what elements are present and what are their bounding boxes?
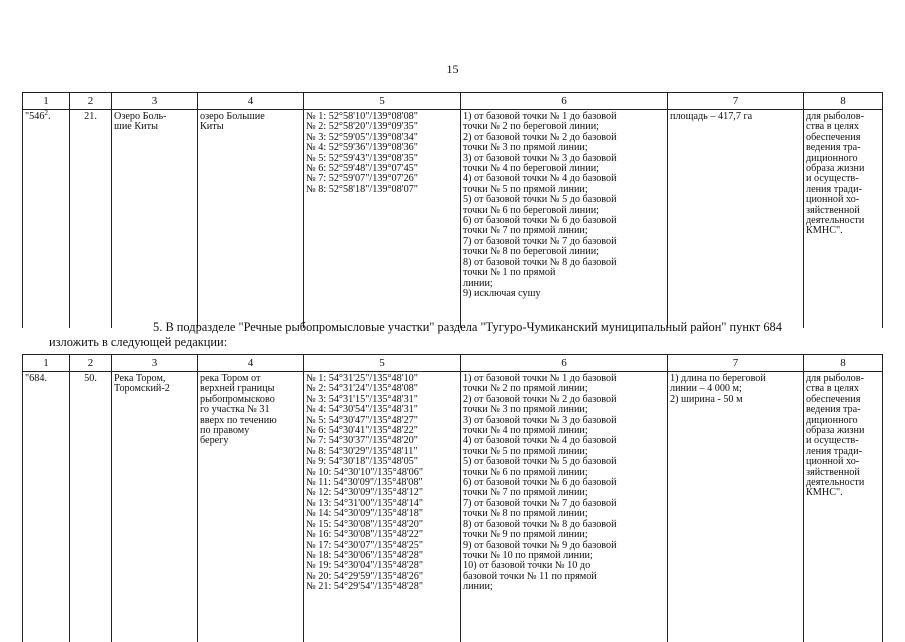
sequence-number-cell: 21. (70, 110, 112, 328)
cell-line: 4) от базовой точки № 4 до базовой (463, 435, 617, 447)
cell-line: точки № 5 по прямой линии; (463, 445, 588, 457)
table-row (23, 372, 883, 642)
purpose-cell (804, 110, 883, 328)
cell-line: го участка № 31 (200, 404, 270, 416)
cell-line: площадь – 417,7 га (670, 111, 753, 122)
cell-line: № 10: 54°30'10"/135°48'06" (306, 466, 424, 478)
cell-line: № 1: 52°58'10"/139°08'08" (306, 111, 418, 122)
column-header: 4 (198, 93, 304, 110)
item-number-cell: "684. (23, 372, 70, 642)
cell-line: 9) исключая сушу (463, 287, 541, 299)
amendment-heading-line-2: изложить в следующей редакции: (49, 335, 228, 349)
cell-line: для рыболов- (806, 373, 864, 384)
cell-line: 10) от базовой точки № 10 до (463, 560, 591, 572)
cell-line: 8) от базовой точки № 8 до базовой (463, 256, 617, 268)
cell-line: № 14: 54°30'09"/135°48'18" (306, 508, 424, 520)
column-header: 5 (304, 93, 461, 110)
cell-line: КМНС". (806, 487, 843, 499)
amendment-heading (0, 320, 905, 350)
cell-line: 1) длина по береговой (670, 373, 766, 384)
item-number-cell (23, 110, 70, 328)
cell-line: диционного (806, 152, 858, 164)
area-name-cell: Озеро Боль- шие Киты (112, 110, 198, 328)
cell-line: № 8: 54°30'29"/135°48'11" (306, 445, 418, 457)
cell-line: ления тради- (806, 183, 862, 195)
cell-line: № 13: 54°31'00"/135°48'14" (306, 497, 424, 509)
cell-line: ства в целях (806, 383, 859, 395)
cell-line: № 6: 52°59'48"/139°07'45" (306, 163, 418, 175)
cell-line: точки № 4 по береговой линии; (463, 163, 599, 175)
column-header: 3 (112, 93, 198, 110)
cell-line: деятельности (806, 477, 865, 489)
cell-line: точки № 2 по прямой линии; (463, 383, 588, 395)
cell-line: образа жизни (806, 163, 865, 175)
column-header: 8 (804, 93, 883, 110)
cell-line: КМНС". (806, 225, 843, 237)
cell-line: 9) от базовой точки № 9 до базовой (463, 539, 617, 551)
sequence-number-cell: 50. (70, 372, 112, 642)
cell-line: зяйственной (806, 466, 860, 478)
cell-line: деятельности (806, 215, 865, 227)
cell-line: № 5: 52°59'43"/139°08'35" (306, 152, 418, 164)
page-number: 15 (446, 62, 459, 76)
area-size-cell (668, 372, 804, 642)
cell-line: № 5: 54°30'47"/135°48'27" (306, 414, 418, 426)
cell-line: ведения тра- (806, 142, 861, 154)
cell-line: № 3: 54°31'15"/135°48'31" (306, 393, 418, 405)
column-header: 6 (461, 355, 668, 372)
cell-line: берегу (200, 435, 229, 447)
column-header: 3 (112, 355, 198, 372)
cell-line: № 21: 54°29'54"/135°48'28" (306, 581, 424, 593)
cell-line: № 17: 54°30'07"/135°48'25" (306, 539, 424, 551)
cell-line: точки № 8 по береговой линии; (463, 246, 599, 258)
cell-line: река Тором от (200, 373, 261, 384)
cell-line: 1) от базовой точки № 1 до базовой (463, 373, 617, 384)
cell-line: точки № 7 по прямой линии; (463, 225, 588, 237)
cell-line: № 12: 54°30'09"/135°48'12" (306, 487, 424, 499)
cell-line: обеспечения (806, 393, 861, 405)
cell-line: № 4: 52°59'36"/139°08'36" (306, 142, 418, 154)
cell-line: точки № 6 по береговой линии; (463, 204, 599, 216)
cell-line: 5) от базовой точки № 5 до базовой (463, 194, 617, 206)
boundary-description-cell (461, 110, 668, 328)
cell-line: 2) от базовой точки № 2 до базовой (463, 131, 617, 143)
cell-line: № 19: 54°30'04"/135°48'28" (306, 560, 424, 572)
cell-line: для рыболов- (806, 111, 864, 122)
amendment-heading-line-1: 5. В подразделе "Речные рыбопромысловые участки" раздела "Тугуро-Чумиканский муниципальный район" пункт 684 (153, 320, 782, 334)
table-row (23, 110, 883, 328)
column-header: 5 (304, 355, 461, 372)
column-header: 7 (668, 93, 804, 110)
item-number: "546 (25, 111, 45, 122)
fishing-areas-table-2 (22, 354, 883, 642)
cell-line: № 15: 54°30'08"/135°48'20" (306, 518, 424, 530)
cell-line: 2) ширина - 50 м (670, 393, 743, 405)
cell-line: ства в целях (806, 121, 859, 133)
cell-line: № 3: 52°59'05"/139°08'34" (306, 131, 418, 143)
cell-line: и осуществ- (806, 173, 859, 185)
cell-line: 6) от базовой точки № 6 до базовой (463, 215, 617, 227)
cell-line: базовой точки № 11 по прямой (463, 570, 597, 582)
cell-line: № 7: 52°59'07"/139°07'26" (306, 173, 418, 185)
water-body-cell: озеро Большие Киты (198, 110, 304, 328)
cell-line: № 4: 54°30'54"/135°48'31" (306, 404, 418, 416)
cell-line: точки № 7 по прямой линии; (463, 487, 588, 499)
fishing-areas-table-1 (22, 92, 883, 328)
column-header: 7 (668, 355, 804, 372)
cell-line: 1) от базовой точки № 1 до базовой (463, 111, 617, 122)
purpose-cell (804, 372, 883, 642)
cell-line: 3) от базовой точки № 3 до базовой (463, 414, 617, 426)
cell-line: № 9: 54°30'18"/135°48'05" (306, 456, 418, 468)
item-number-superscript: 2 (44, 109, 48, 117)
coordinates-cell (304, 110, 461, 328)
cell-line: № 16: 54°30'08"/135°48'22" (306, 529, 424, 541)
cell-line: точки № 3 по прямой линии; (463, 142, 588, 154)
water-body-cell (198, 372, 304, 642)
cell-line: обеспечения (806, 131, 861, 143)
column-header: 1 (23, 93, 70, 110)
cell-line: № 6: 54°30'41"/135°48'22" (306, 425, 418, 437)
cell-line: верхней границы (200, 383, 275, 395)
cell-line: точки № 8 по прямой линии; (463, 508, 588, 520)
item-number-tail: . (47, 111, 51, 122)
cell-line: № 8: 52°58'18"/139°08'07" (306, 183, 418, 195)
cell-line: и осуществ- (806, 435, 859, 447)
cell-line: зяйственной (806, 204, 860, 216)
area-size-cell (668, 110, 804, 328)
cell-line: № 20: 54°29'59"/135°48'26" (306, 570, 424, 582)
cell-line: ционной хо- (806, 194, 860, 206)
column-header: 1 (23, 355, 70, 372)
cell-line: точки № 9 по прямой линии; (463, 529, 588, 541)
cell-line: № 11: 54°30'09"/135°48'08" (306, 477, 423, 489)
cell-line: 3) от базовой точки № 3 до базовой (463, 152, 617, 164)
cell-line: 4) от базовой точки № 4 до базовой (463, 173, 617, 185)
cell-line: ления тради- (806, 445, 862, 457)
cell-line: точки № 1 по прямой (463, 267, 556, 279)
cell-line: линии; (463, 277, 493, 289)
cell-line: 7) от базовой точки № 7 до базовой (463, 235, 617, 247)
cell-line: образа жизни (806, 425, 865, 437)
cell-line: точки № 3 по прямой линии; (463, 404, 588, 416)
cell-line: № 2: 54°31'24"/135°48'08" (306, 383, 418, 395)
cell-line: 8) от базовой точки № 8 до базовой (463, 518, 617, 530)
cell-line: точки № 10 по прямой линии; (463, 549, 593, 561)
column-header: 2 (70, 93, 112, 110)
cell-line: ционной хо- (806, 456, 860, 468)
cell-line: ведения тра- (806, 404, 861, 416)
table-header-row (23, 93, 883, 110)
column-header: 4 (198, 355, 304, 372)
cell-line: 7) от базовой точки № 7 до базовой (463, 497, 617, 509)
cell-line: линии – 4 000 м; (670, 383, 742, 395)
cell-line: 5) от базовой точки № 5 до базовой (463, 456, 617, 468)
cell-line: № 18: 54°30'06"/135°48'28" (306, 549, 424, 561)
cell-line: диционного (806, 414, 858, 426)
cell-line: № 1: 54°31'25"/135°48'10" (306, 373, 418, 384)
cell-line: по правому (200, 425, 250, 437)
cell-line: 6) от базовой точки № 6 до базовой (463, 477, 617, 489)
area-name-cell: Река Тором, Торомский-2 (112, 372, 198, 642)
coordinates-cell (304, 372, 461, 642)
column-header: 2 (70, 355, 112, 372)
table-header-row (23, 355, 883, 372)
column-header: 6 (461, 93, 668, 110)
cell-line: точки № 5 по прямой линии; (463, 183, 588, 195)
cell-line: точки № 6 по прямой линии; (463, 466, 588, 478)
cell-line: 2) от базовой точки № 2 до базовой (463, 393, 617, 405)
cell-line: вверх по течению (200, 414, 277, 426)
cell-line: № 2: 52°58'20"/139°09'35" (306, 121, 418, 133)
cell-line: № 7: 54°30'37"/135°48'20" (306, 435, 418, 447)
column-header: 8 (804, 355, 883, 372)
cell-line: линии; (463, 581, 493, 593)
boundary-description-cell (461, 372, 668, 642)
cell-line: точки № 4 по прямой линии; (463, 425, 588, 437)
cell-line: точки № 2 по береговой линии; (463, 121, 599, 133)
cell-line: рыбопромысково (200, 393, 275, 405)
